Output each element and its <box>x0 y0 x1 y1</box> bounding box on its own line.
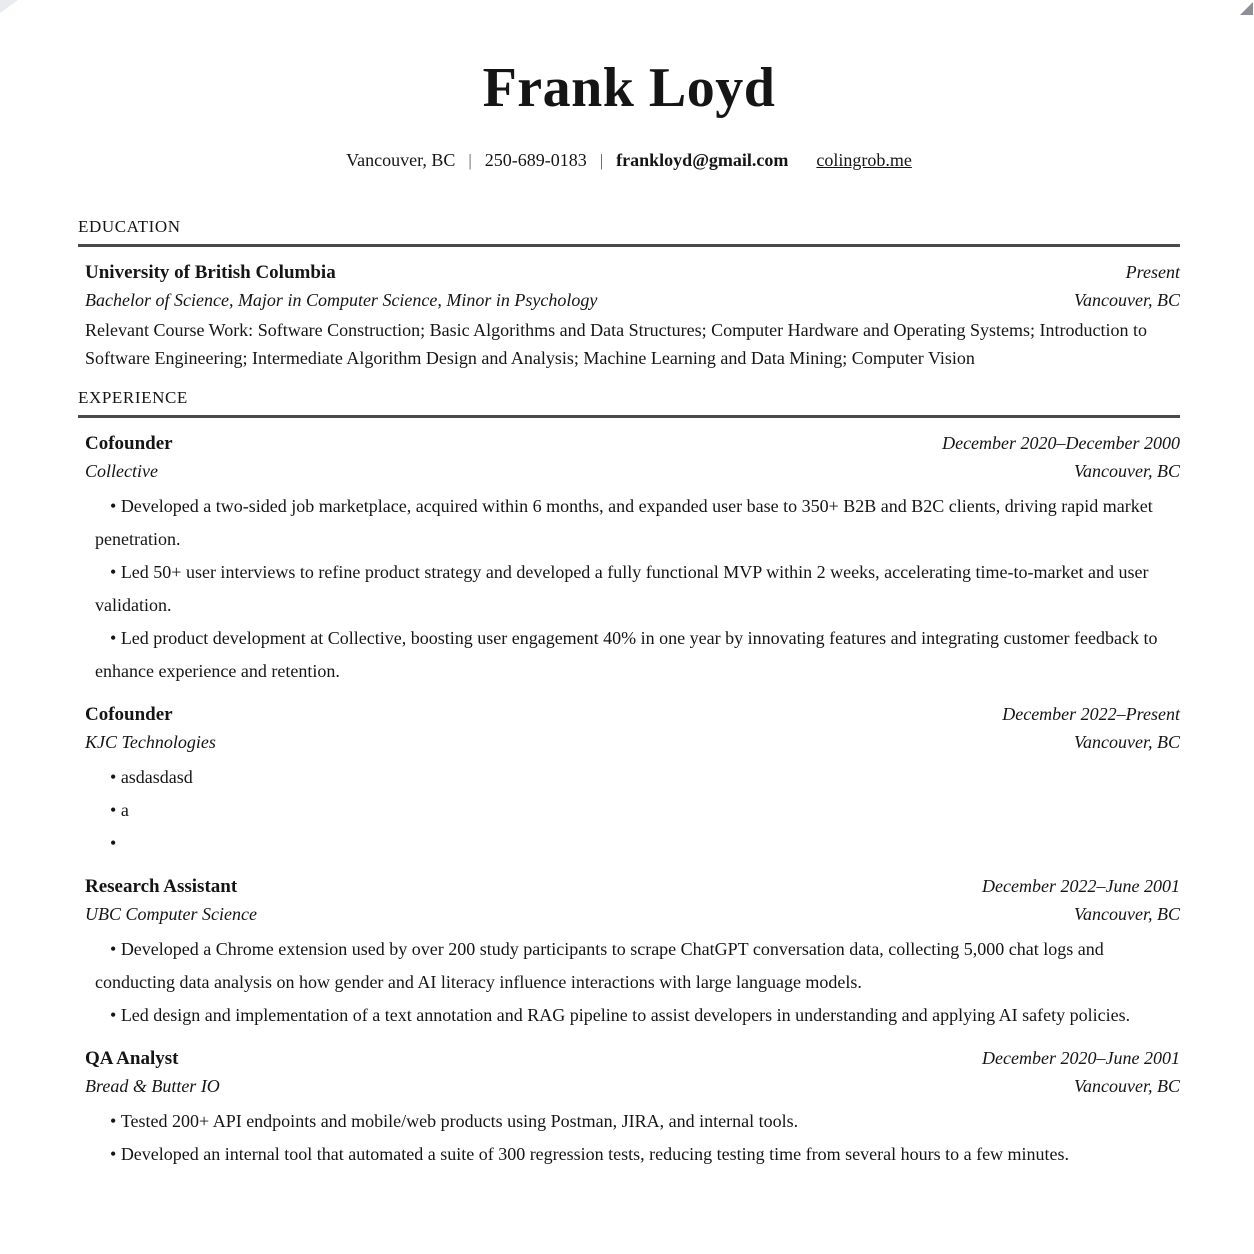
job-entry-bread-butter <box>85 1045 1180 1171</box>
job-entry-ubc <box>85 873 1180 1032</box>
contact-separator: | <box>468 151 472 170</box>
job-entry-kjc <box>85 701 1180 860</box>
bullet-item: • asdasdasd <box>95 761 1180 794</box>
education-location: Vancouver, BC <box>1074 290 1180 310</box>
job-company: Collective <box>85 461 158 481</box>
education-date: Present <box>1125 262 1180 282</box>
job-bullet-list <box>95 490 1180 688</box>
job-date: December 2020–December 2000 <box>942 433 1180 453</box>
bullet-item: • Developed a two-sided job marketplace, acquired within 6 months, and expanded user base to 350+ B2B and B2C clients, driving rapid market penetration. <box>95 490 1180 556</box>
job-bullet-list <box>95 1105 1180 1171</box>
job-title: Research Assistant <box>85 876 238 897</box>
bullet-item: • Led design and implementation of a text annotation and RAG pipeline to assist developers in understanding and applying AI safety policies. <box>95 999 1180 1032</box>
bullet-item: • Developed an internal tool that automated a suite of 300 regression tests, reducing testing time from several hours to a few minutes. <box>95 1138 1180 1171</box>
job-date: December 2022–June 2001 <box>982 876 1180 896</box>
bullet-item <box>95 827 1180 860</box>
resume-name: Frank Loyd <box>482 57 776 119</box>
job-title: QA Analyst <box>85 1048 179 1069</box>
contact-email: frankloyd@gmail.com <box>616 150 789 170</box>
contact-phone: 250-689-0183 <box>484 150 587 170</box>
job-entry-collective <box>85 430 1180 688</box>
job-location: Vancouver, BC <box>1074 732 1180 752</box>
contact-website-link[interactable]: colingrob.me <box>816 150 912 170</box>
job-bullet-list <box>95 761 1180 860</box>
degree-name: Bachelor of Science, Major in Computer Science, Minor in Psychology <box>85 290 598 310</box>
contact-separator: | <box>599 151 604 170</box>
job-company: Bread & Butter IO <box>85 1076 220 1096</box>
school-name: University of British Columbia <box>85 262 336 283</box>
education-entry <box>85 259 1180 372</box>
education-section-title: EDUCATION <box>78 215 1180 247</box>
bullet-item: • Led product development at Collective, boosting user engagement 40% in one year by innovating features and integrating customer feedback to enhance experience and retention. <box>95 622 1180 688</box>
bullet-item: • a <box>95 794 1180 827</box>
bullet-item: • Tested 200+ API endpoints and mobile/web products using Postman, JIRA, and internal tools. <box>95 1105 1180 1138</box>
coursework-text: Relevant Course Work: Software Construction; Basic Algorithms and Data Structures; Computer Hardware and Operating Systems; Introduction to Software Engineering; Intermediate Algorithm Design and Analysis; Machine Learning and Data Mining; Computer Vision <box>85 320 1148 368</box>
job-company: KJC Technologies <box>85 732 216 752</box>
experience-section <box>78 386 1180 1171</box>
bullet-item: • Developed a Chrome extension used by over 200 study participants to scrape ChatGPT conversation data, collecting 5,000 chat logs and conducting data analysis on how gender and AI literacy influence interactions with large language models. <box>95 933 1180 999</box>
job-location: Vancouver, BC <box>1074 1076 1180 1096</box>
bullet-item: • Led 50+ user interviews to refine product strategy and developed a fully functional MVP within 2 weeks, accelerating time-to-market and user validation. <box>95 556 1180 622</box>
job-company: UBC Computer Science <box>85 904 257 924</box>
job-date: December 2020–June 2001 <box>982 1048 1180 1068</box>
contact-line <box>78 148 1180 173</box>
contact-location: Vancouver, BC <box>346 150 456 170</box>
job-title: Cofounder <box>85 433 173 454</box>
job-location: Vancouver, BC <box>1074 904 1180 924</box>
job-bullet-list <box>95 933 1180 1032</box>
experience-section-title: EXPERIENCE <box>78 386 1180 418</box>
job-date: December 2022–Present <box>1002 704 1180 724</box>
education-section <box>78 215 1180 372</box>
job-location: Vancouver, BC <box>1074 461 1180 481</box>
job-title: Cofounder <box>85 704 173 725</box>
